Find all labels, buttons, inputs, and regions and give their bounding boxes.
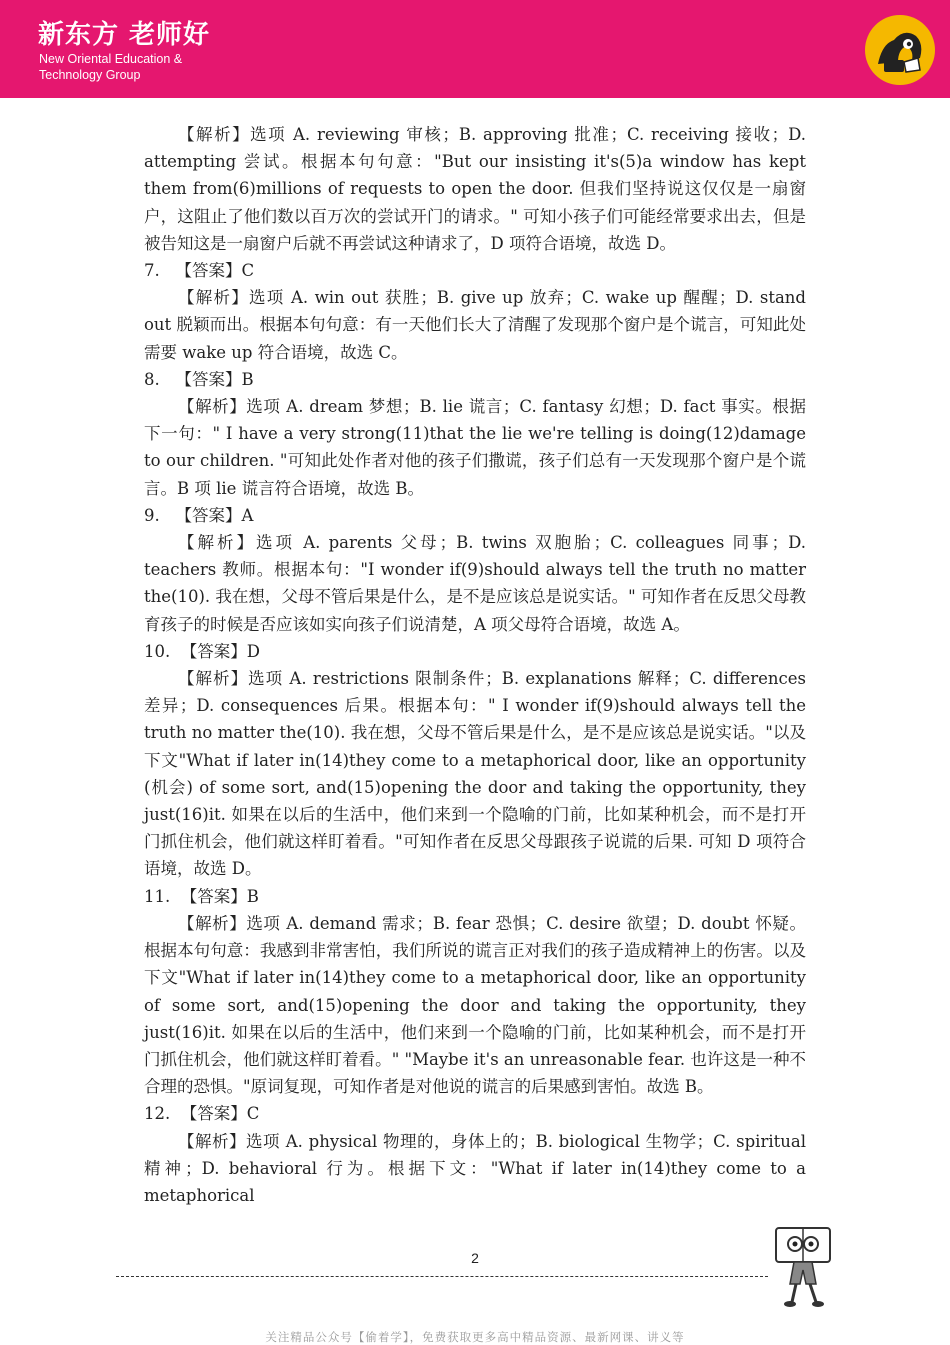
answer-11: 11. 【答案】B (144, 886, 259, 906)
answer-explanation-body (144, 121, 806, 1209)
explanation-11: 【解析】选项 A. demand 需求；B. fear 恐惧；C. desire 欲望；D. doubt 怀疑。根据本句句意：我感到非常害怕，我们所说的谎言正对我们的孩子造成精神上的伤害。以及下文"What if later in(14)they come to a metaphorical door, like an opportunity of some sort, and(15)opening the door and taking the opportunity, they just(16)it. 如果在以后的生活中，他们来到一个隐喻的门前，比如某种机会，而不是打开门抓住机会，他们就这样盯着看。" "Maybe it's an unreasonable fear. 也许这是一种不合理的恐惧。"原词复现，可知作者是对他说的谎言的后果感到害怕。故选 B。 (144, 913, 806, 1097)
header-banner (0, 0, 950, 98)
footer-divider (116, 1276, 768, 1277)
footer-notice: 关注精品公众号【偷着学】，免费获取更多高中精品资源、最新网课、讲义等 (265, 1330, 685, 1344)
reading-mascot-icon (770, 1222, 836, 1308)
explanation-10: 【解析】选项 A. restrictions 限制条件；B. explanations 解释；C. differences 差异；D. consequences 后果。根据本句：" I wonder if(9)should always tell the truth no matter the(10). 我在想，父母不管后果是什么，是不是应该总是说实话。"以及下文"What if later in(14)they come to a metaphorical door, like an opportunity (机会) of some sort, and(15)opening the door and taking the opportunity, they just(16)it. 如果在以后的生活中，他们来到一个隐喻的门前，比如某种机会，而不是打开门抓住机会，他们就这样盯着看。"可知作者在反思父母跟孩子说谎的后果. 可知 D 项符合语境，故选 D。 (144, 669, 806, 879)
answer-12: 12. 【答案】C (144, 1104, 260, 1124)
explanation-9: 【解析】选项 A. parents 父母；B. twins 双胞胎；C. colleagues 同事；D. teachers 教师。根据本句："I wonder if(9)should always tell the truth no matter the(10). 我在想，父母不管后果是什么，是不是应该总是说实话。" 可知作者在反思父母教育孩子的时候是否应该如实向孩子们说清楚，A 项父母符合语境，故选 A。 (144, 533, 806, 634)
answer-7: 7. 【答案】C (144, 261, 255, 281)
brand-subtitle-line1: New Oriental Education & (39, 52, 183, 66)
page-number: 2 (471, 1250, 479, 1266)
brand-subtitle-line2: Technology Group (39, 68, 141, 82)
explanation-7: 【解析】选项 A. win out 获胜；B. give up 放弃；C. wake up 醒醒；D. stand out 脱颖而出。根据本句句意：有一天他们长大了清醒了发现那个窗户是个谎言，可知此处需要 wake up 符合语境，故选 C。 (144, 288, 806, 362)
explanation-12: 【解析】选项 A. physical 物理的，身体上的；B. biological 生物学；C. spiritual 精神；D. behavioral 行为。根据下文："What if later in(14)they come to a metaphorical (144, 1131, 806, 1205)
brand-subtitle-en (39, 51, 239, 83)
explanation-8: 【解析】选项 A. dream 梦想；B. lie 谎言；C. fantasy 幻想；D. fact 事实。根据下一句：" I have a very strong(11)that the lie we're telling is doing(12)damage to our children. "可知此处作者对他的孩子们撒谎，孩子们总有一天发现那个窗户是个谎言。B 项 lie 谎言符合语境，故选 B。 (144, 397, 806, 498)
answer-8: 8. 【答案】B (144, 369, 254, 389)
explanation-6: 【解析】选项 A. reviewing 审核；B. approving 批准；C. receiving 接收；D. attempting 尝试。根据本句句意："But our insisting it's(5)a window has kept them from(6)millions of requests to open the door. 但我们坚持说这仅仅是一扇窗户，这阻止了他们数以百万次的尝试开门的请求。" 可知小孩子们可能经常要求出去，但是被告知这是一扇窗户后就不再尝试这种请求了，D 项符合语境，故选 D。 (144, 125, 806, 253)
answer-10: 10. 【答案】D (144, 641, 260, 661)
answer-9: 9. 【答案】A (144, 505, 254, 525)
new-oriental-mascot-logo-icon (864, 14, 936, 86)
brand-title-cn: 新东方 老师好 (38, 20, 211, 50)
